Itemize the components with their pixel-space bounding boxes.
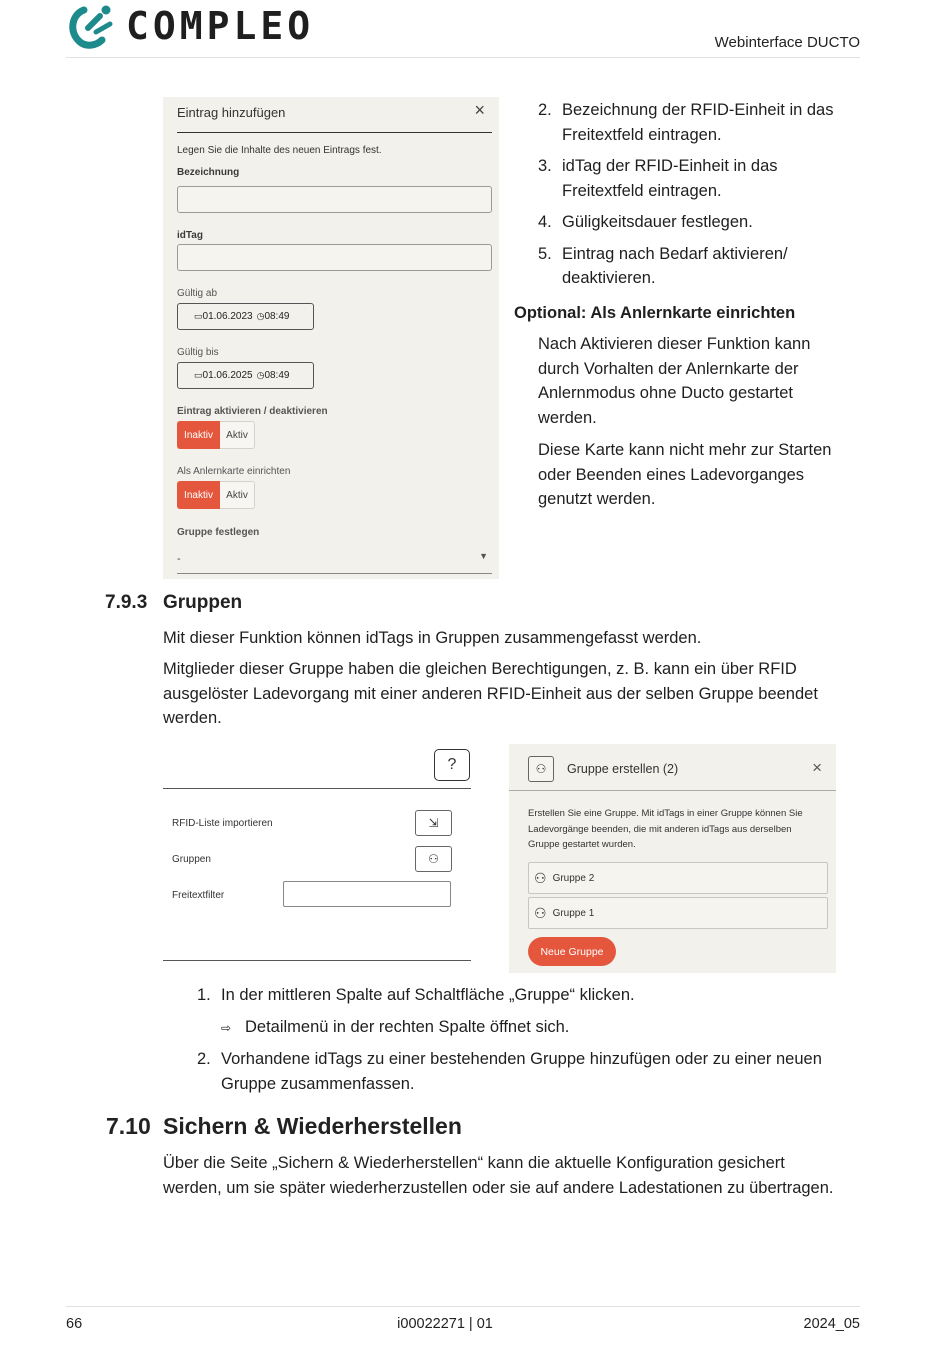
step-text: Eintrag nach Bedarf aktivieren/ — [562, 244, 788, 263]
bezeichnung-label: Bezeichnung — [177, 167, 240, 178]
step-text: In der mittleren Spalte auf Schaltfläche „Gruppe“ klicken. — [221, 986, 635, 1004]
header-divider — [66, 57, 860, 58]
divider — [509, 790, 836, 791]
clock-icon: ◷ — [256, 370, 265, 380]
doc-title: Webinterface DUCTO — [714, 34, 860, 51]
filter-label: Freitextfilter — [172, 890, 225, 901]
dialog-intro: Legen Sie die Inhalte des neuen Eintrags fest. — [177, 145, 382, 156]
text-line: Über die Seite „Sichern & Wiederherstellen“ kann die aktuelle Konfiguration gesichert — [163, 1154, 785, 1172]
dialog-divider — [177, 132, 492, 133]
toggle-active[interactable]: Aktiv — [220, 421, 255, 449]
group-list-item[interactable] — [528, 862, 828, 894]
text-line: Anlernmodus ohne Ducto gestartet — [538, 384, 793, 402]
group-list-item[interactable] — [528, 897, 828, 929]
close-icon[interactable]: × — [812, 758, 822, 777]
calendar-icon: ▭ — [194, 311, 203, 321]
text-line: Mitglieder dieser Gruppe haben die gleichen Berechtigungen, z. B. kann ein über RFID — [163, 660, 797, 678]
text-line: Gruppe gestartet wurden. — [528, 839, 636, 850]
import-button[interactable] — [415, 810, 452, 836]
text-line: werden. — [163, 709, 222, 727]
step-number: 4. — [538, 213, 552, 231]
learn-label: Als Anlernkarte einrichten — [177, 466, 291, 477]
gueltig-ab-label: Gültig ab — [177, 288, 218, 299]
divider — [163, 960, 471, 961]
step-number: 2. — [197, 1050, 211, 1068]
panel-description — [528, 806, 803, 853]
step-text: Freitextfeld eintragen. — [562, 181, 722, 200]
optional-paragraph-2 — [538, 438, 831, 512]
step-number: 3. — [538, 157, 552, 175]
list-item — [538, 242, 833, 291]
gueltig-bis-date-value: 01.06.2025 — [202, 370, 253, 381]
filter-input[interactable] — [283, 881, 451, 907]
bezeichnung-input[interactable] — [177, 186, 492, 213]
list-item — [538, 98, 833, 147]
list-item — [197, 1047, 822, 1096]
optional-heading: Optional: Als Anlernkarte einrichten — [514, 304, 796, 322]
step-text: idTag der RFID-Einheit in das — [562, 157, 778, 175]
steps-list-mid — [197, 983, 822, 1096]
toggle-active[interactable]: Aktiv — [220, 481, 255, 509]
text-line: werden, um sie später wiederherzustellen oder sie auf andere Ladestationen zu übertragen. — [163, 1178, 834, 1197]
group-select-value: - — [177, 553, 181, 565]
group-icon: ⚇ — [428, 852, 439, 866]
arrow-right-icon: ⇨ — [221, 1020, 232, 1035]
text-line: Diese Karte kann nicht mehr zur Starten — [538, 441, 832, 459]
calendar-icon: ▭ — [194, 370, 203, 380]
text-line: ausgelöster Ladevorgang mit einer anderen RFID-Einheit aus der selben Gruppe beendet — [163, 684, 818, 703]
groups-button[interactable] — [415, 846, 452, 872]
dialog-title: Eintrag hinzufügen — [177, 105, 286, 120]
new-group-button[interactable]: Neue Gruppe — [528, 937, 616, 966]
result-text: Detailmenü in der rechten Spalte öffnet sich. — [245, 1017, 570, 1036]
activate-label: Eintrag aktivieren / deaktivieren — [177, 406, 328, 417]
divider — [163, 788, 471, 789]
doc-date: 2024_05 — [803, 1316, 860, 1332]
text-line: genutzt werden. — [538, 490, 656, 508]
text-line: Ladevorgänge beenden, die mit anderen idTags aus derselben — [528, 823, 792, 835]
help-button[interactable]: ? — [434, 749, 470, 781]
step-text: deaktivieren. — [562, 269, 656, 287]
middle-column-panel — [163, 744, 471, 973]
section-paragraph — [163, 1151, 834, 1200]
group-icon: ⚇ — [534, 869, 547, 886]
toggle-inactive[interactable]: Inaktiv — [177, 421, 220, 449]
gueltig-bis-time-value: 08:49 — [264, 370, 290, 381]
section-paragraph: Mit dieser Funktion können idTags in Gruppen zusammengefasst werden. — [163, 629, 702, 647]
gueltig-ab-time-value: 08:49 — [264, 311, 290, 322]
group-icon: ⚇ — [528, 756, 554, 782]
step-text: Bezeichnung der RFID-Einheit in das — [562, 101, 834, 119]
logo — [66, 2, 118, 50]
group-icon: ⚇ — [534, 904, 547, 921]
page-number: 66 — [66, 1316, 83, 1332]
list-item — [538, 210, 833, 235]
panel-title: Gruppe erstellen (2) — [567, 762, 679, 776]
create-group-panel — [509, 744, 836, 973]
optional-paragraph-1 — [538, 332, 810, 430]
section-paragraph — [163, 657, 818, 731]
step-number: 2. — [538, 101, 552, 119]
section-number: 7.9.3 — [105, 592, 148, 613]
text-line: Nach Aktivieren dieser Funktion kann — [538, 335, 811, 353]
groups-label: Gruppen — [172, 854, 211, 865]
close-icon[interactable]: × — [474, 100, 485, 120]
group-label: Gruppe festlegen — [177, 527, 260, 538]
text-line: durch Vorhalten der Anlernkarte der — [538, 359, 799, 378]
chevron-down-icon: ▼ — [479, 551, 488, 561]
section-title: Sichern & Wiederherstellen — [163, 1113, 462, 1139]
list-item — [538, 154, 833, 203]
idtag-label: idTag — [177, 230, 203, 241]
step-text: Güligkeitsdauer festlegen. — [562, 213, 753, 231]
text-line: Erstellen Sie eine Gruppe. Mit idTags in einer Gruppe können Sie — [528, 808, 803, 819]
step-number: 1. — [197, 986, 211, 1004]
group-select[interactable] — [177, 545, 492, 574]
list-item — [197, 983, 822, 1008]
group-name: Gruppe 2 — [552, 872, 595, 884]
activate-toggle[interactable] — [177, 421, 255, 449]
gueltig-bis-label: Gültig bis — [177, 347, 219, 358]
dialog-add-entry — [163, 97, 499, 579]
rfid-import-label: RFID-Liste importieren — [172, 818, 273, 829]
gueltig-ab-date[interactable] — [177, 303, 314, 330]
import-icon: ⇲ — [428, 816, 439, 830]
section-number: 7.10 — [106, 1113, 151, 1139]
doc-id: i00022271 | 01 — [397, 1316, 493, 1332]
step-text: Gruppe zusammenfassen. — [221, 1074, 415, 1093]
result-item — [221, 1015, 822, 1041]
gueltig-bis-date[interactable] — [177, 362, 314, 389]
step-text: Vorhandene idTags zu einer bestehenden Gruppe hinzufügen oder zu einer neuen — [221, 1050, 822, 1068]
logo-mark-icon — [66, 2, 118, 50]
group-name: Gruppe 1 — [552, 907, 595, 919]
text-line: werden. — [538, 408, 597, 427]
brand-name: COMPLEO — [126, 4, 315, 48]
learn-toggle[interactable] — [177, 481, 255, 509]
steps-list-top — [538, 98, 833, 291]
text-line: oder Beenden eines Ladevorganges — [538, 465, 805, 484]
section-title: Gruppen — [163, 592, 243, 613]
clock-icon: ◷ — [256, 311, 265, 321]
toggle-inactive[interactable]: Inaktiv — [177, 481, 220, 509]
gueltig-ab-date-value: 01.06.2023 — [202, 311, 253, 322]
step-text: Freitextfeld eintragen. — [562, 125, 722, 144]
idtag-input[interactable] — [177, 244, 492, 271]
footer-divider — [66, 1306, 860, 1307]
step-number: 5. — [538, 244, 552, 263]
